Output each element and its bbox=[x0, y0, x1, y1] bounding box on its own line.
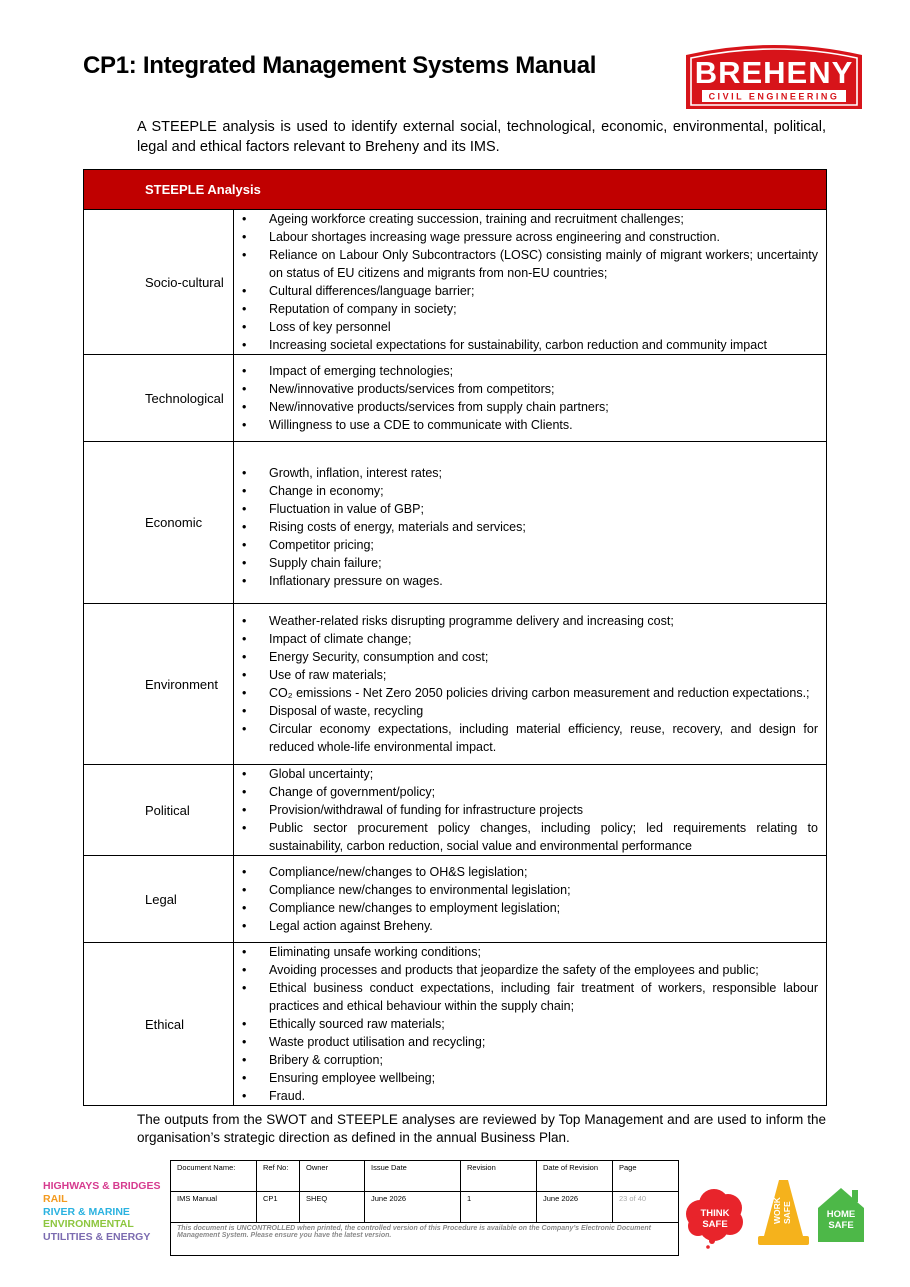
steeple-table-body bbox=[84, 210, 827, 1106]
issue-date-value: June 2026 bbox=[365, 1192, 461, 1223]
ref-no-value: CP1 bbox=[257, 1192, 300, 1223]
date-of-revision-header: Date of Revision bbox=[537, 1161, 613, 1192]
owner-value: SHEQ bbox=[300, 1192, 365, 1223]
steeple-factors bbox=[234, 442, 827, 604]
think-safe-badge bbox=[686, 1189, 743, 1249]
factor-list-item: • Circular economy expectations, including material efficiency, reuse, recovery, and design for reduced whole-life environmental impact. bbox=[234, 720, 818, 756]
doc-name-value: IMS Manual bbox=[171, 1192, 257, 1223]
factor-list-item: • Increasing societal expectations for sustainability, carbon reduction and community impact bbox=[234, 336, 818, 354]
factor-list-item: • Ageing workforce creating succession, training and recruitment challenges; bbox=[234, 210, 818, 228]
factor-list bbox=[234, 362, 826, 434]
factor-list bbox=[234, 210, 826, 354]
page-title: CP1: Integrated Management Systems Manual bbox=[83, 52, 597, 79]
steeple-category bbox=[84, 604, 234, 765]
home-safe-badge bbox=[818, 1188, 864, 1242]
steeple-row bbox=[84, 442, 827, 604]
svg-text:SAFE: SAFE bbox=[828, 1220, 854, 1231]
steeple-category bbox=[84, 765, 234, 856]
factor-list-item: • Growth, inflation, interest rates; bbox=[234, 464, 818, 482]
sector-label: ENVIRONMENTAL bbox=[43, 1218, 134, 1231]
steeple-category-label: Ethical bbox=[145, 1016, 185, 1032]
steeple-factors bbox=[234, 604, 827, 765]
steeple-factors bbox=[234, 856, 827, 943]
factor-list-item: • Disposal of waste, recycling bbox=[234, 702, 818, 720]
factor-list-item: • Global uncertainty; bbox=[234, 765, 818, 783]
svg-text:THINK: THINK bbox=[700, 1208, 730, 1219]
steeple-category-label: Socio-cultural bbox=[145, 274, 224, 290]
svg-text:SAFE: SAFE bbox=[782, 1201, 792, 1224]
factor-list-item: • Use of raw materials; bbox=[234, 666, 818, 684]
svg-text:BREHENY: BREHENY bbox=[694, 55, 854, 90]
factor-list-item: • Ensuring employee wellbeing; bbox=[234, 1069, 818, 1087]
factor-list bbox=[234, 943, 826, 1105]
steeple-row bbox=[84, 355, 827, 442]
intro-paragraph: A STEEPLE analysis is used to identify external social, technological, economic, environmental, political, legal and ethical factors relevant to Breheny and its IMS. bbox=[137, 119, 826, 155]
factor-list-item: • Ethical business conduct expectations, including fair treatment of workers, responsible labour practices and ethical behaviour within the supply chain; bbox=[234, 979, 818, 1015]
factor-list-item: • Rising costs of energy, materials and services; bbox=[234, 518, 818, 536]
date-of-revision-value: June 2026 bbox=[537, 1192, 613, 1223]
ref-no-header: Ref No: bbox=[257, 1161, 300, 1192]
sector-label: UTILITIES & ENERGY bbox=[43, 1231, 151, 1244]
svg-text:HOME: HOME bbox=[826, 1209, 856, 1220]
factor-list-item: • Bribery & corruption; bbox=[234, 1051, 818, 1069]
factor-list-item: • Legal action against Breheny. bbox=[234, 917, 818, 935]
steeple-factors bbox=[234, 355, 827, 442]
breheny-logo bbox=[684, 41, 864, 110]
factor-list-item: • Compliance new/changes to employment legislation; bbox=[234, 899, 818, 917]
sector-label: HIGHWAYS & BRIDGES bbox=[43, 1180, 161, 1192]
work-safe-badge bbox=[758, 1180, 809, 1245]
doc-name-header: Document Name: bbox=[171, 1161, 257, 1192]
uncontrolled-notice: This document is UNCONTROLLED when printed, the controlled version of this Procedure is available on the Company’s Electronic Document Management System. Please ensure you have the latest version. bbox=[171, 1223, 679, 1256]
factor-list-item: • Provision/withdrawal of funding for infrastructure projects bbox=[234, 801, 818, 819]
factor-list-item: • Change in economy; bbox=[234, 482, 818, 500]
steeple-factors bbox=[234, 210, 827, 355]
factor-list-item: • Impact of emerging technologies; bbox=[234, 362, 818, 380]
steeple-table-header: STEEPLE Analysis bbox=[84, 170, 827, 210]
steeple-row bbox=[84, 943, 827, 1106]
factor-list-item: • Avoiding processes and products that jeopardize the safety of the employees and public; bbox=[234, 961, 818, 979]
factor-list-item: • Ethically sourced raw materials; bbox=[234, 1015, 818, 1033]
factor-list-item: • New/innovative products/services from competitors; bbox=[234, 380, 818, 398]
outro-paragraph: The outputs from the SWOT and STEEPLE analyses are reviewed by Top Management and are used to inform the organisation’s strategic direction as defined in the annual Business Plan. bbox=[137, 1112, 826, 1145]
page-header: Page bbox=[613, 1161, 679, 1192]
steeple-category bbox=[84, 210, 234, 355]
steeple-category bbox=[84, 355, 234, 442]
factor-list-item: • Fraud. bbox=[234, 1087, 818, 1105]
factor-list-item: • Energy Security, consumption and cost; bbox=[234, 648, 818, 666]
svg-text:WORK: WORK bbox=[772, 1197, 782, 1224]
factor-list-item: • Loss of key personnel bbox=[234, 318, 818, 336]
factor-list-item: • Supply chain failure; bbox=[234, 554, 818, 572]
steeple-category bbox=[84, 856, 234, 943]
steeple-category-label: Technological bbox=[145, 390, 224, 406]
factor-list bbox=[234, 612, 826, 756]
factor-list-item: • Compliance/new/changes to OH&S legislation; bbox=[234, 863, 818, 881]
svg-text:SAFE: SAFE bbox=[702, 1219, 728, 1230]
factor-list bbox=[234, 456, 826, 590]
steeple-row bbox=[84, 210, 827, 355]
sector-list bbox=[43, 1180, 160, 1244]
factor-list-item: • Waste product utilisation and recycling; bbox=[234, 1033, 818, 1051]
steeple-factors bbox=[234, 765, 827, 856]
factor-list bbox=[234, 863, 826, 935]
factor-list-item: • Reputation of company in society; bbox=[234, 300, 818, 318]
factor-list-item: • Fluctuation in value of GBP; bbox=[234, 500, 818, 518]
steeple-row bbox=[84, 604, 827, 765]
revision-header: Revision bbox=[461, 1161, 537, 1192]
factor-list-item: • New/innovative products/services from supply chain partners; bbox=[234, 398, 818, 416]
factor-list-item: • Change of government/policy; bbox=[234, 783, 818, 801]
safety-badges bbox=[684, 1178, 866, 1250]
steeple-category-label: Environment bbox=[145, 676, 218, 692]
factor-list-item: • Inflationary pressure on wages. bbox=[234, 572, 818, 590]
svg-text:CIVIL ENGINEERING: CIVIL ENGINEERING bbox=[708, 91, 840, 102]
sector-label: RIVER & MARINE bbox=[43, 1205, 130, 1218]
factor-list-item: • Compliance new/changes to environmental legislation; bbox=[234, 881, 818, 899]
factor-list-item: • CO₂ emissions - Net Zero 2050 policies driving carbon measurement and reduction expectations.; bbox=[234, 684, 818, 702]
factor-list bbox=[234, 765, 826, 855]
steeple-row bbox=[84, 856, 827, 943]
factor-list-item: • Eliminating unsafe working conditions; bbox=[234, 943, 818, 961]
factor-list-item: • Public sector procurement policy changes, including policy; led requirements relating to sustainability, carbon reduction, social value and environmental performance bbox=[234, 819, 818, 855]
steeple-category bbox=[84, 943, 234, 1106]
factor-list-item: • Cultural differences/language barrier; bbox=[234, 282, 818, 300]
factor-list-item: • Willingness to use a CDE to communicate with Clients. bbox=[234, 416, 818, 434]
steeple-table bbox=[83, 169, 827, 1106]
steeple-factors bbox=[234, 943, 827, 1106]
revision-value: 1 bbox=[461, 1192, 537, 1223]
steeple-row bbox=[84, 765, 827, 856]
factor-list-item: • Competitor pricing; bbox=[234, 536, 818, 554]
owner-header: Owner bbox=[300, 1161, 365, 1192]
steeple-category-label: Economic bbox=[145, 515, 203, 530]
steeple-category-label: Legal bbox=[145, 891, 177, 907]
factor-list-item: • Labour shortages increasing wage pressure across engineering and construction. bbox=[234, 228, 818, 246]
issue-date-header: Issue Date bbox=[365, 1161, 461, 1192]
factor-list-item: • Impact of climate change; bbox=[234, 630, 818, 648]
steeple-category-label: Political bbox=[145, 802, 190, 818]
factor-list-item: • Weather-related risks disrupting programme delivery and increasing cost; bbox=[234, 612, 818, 630]
factor-list-item: • Reliance on Labour Only Subcontractors (LOSC) consisting mainly of migrant workers; uncertainty on status of EU citizens and migrants from non-EU countries; bbox=[234, 246, 818, 282]
sector-label: RAIL bbox=[43, 1192, 68, 1205]
page-number-value: 23 of 40 bbox=[613, 1192, 679, 1223]
document-control-table bbox=[170, 1160, 679, 1256]
steeple-category bbox=[84, 442, 234, 604]
